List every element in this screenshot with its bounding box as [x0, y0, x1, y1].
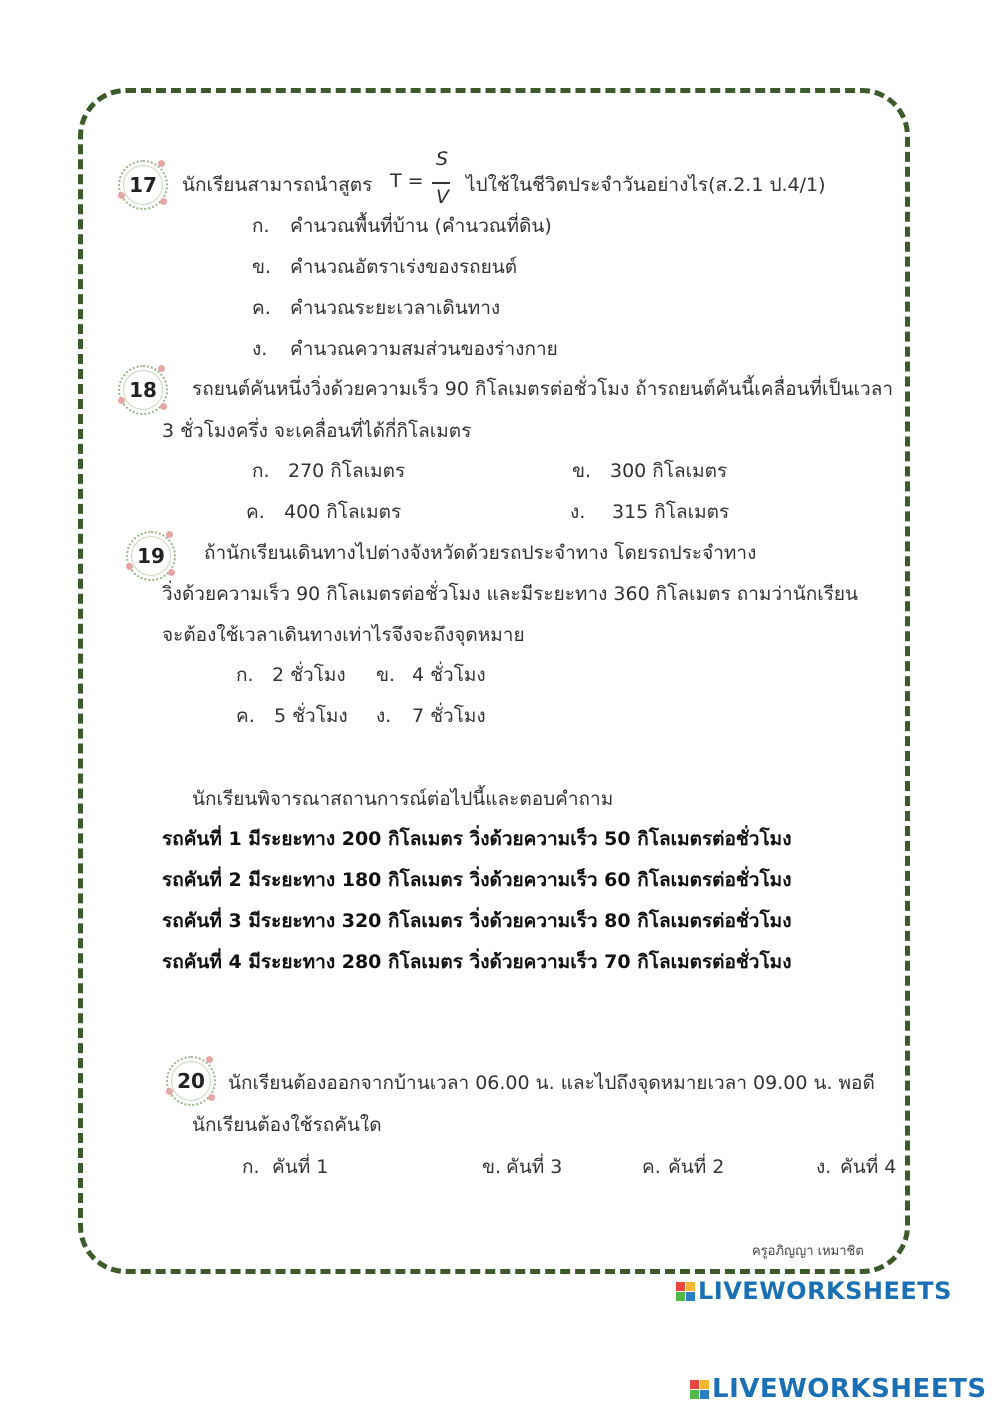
- flower-decoration-icon: [166, 1088, 173, 1095]
- choice-letter[interactable]: ค.: [246, 501, 265, 523]
- scenario-intro: นักเรียนพิจารณาสถานการณ์ต่อไปนี้และตอบคำถาม: [192, 788, 614, 810]
- choice-text[interactable]: คันที่ 1: [272, 1156, 329, 1178]
- flower-decoration-icon: [158, 160, 165, 167]
- flower-decoration-icon: [160, 198, 167, 205]
- choice-letter[interactable]: ง.: [816, 1156, 832, 1178]
- scenario-car-1: รถคันที่ 1 มีระยะทาง 200 กิโลเมตร วิ่งด้วยความเร็ว 50 กิโลเมตรต่อชั่วโมง: [162, 828, 792, 850]
- choice-letter[interactable]: ค.: [642, 1156, 661, 1178]
- choice-letter[interactable]: ง.: [376, 705, 392, 727]
- question-number-badge-19: [126, 531, 176, 581]
- choice-text[interactable]: คันที่ 4: [840, 1156, 897, 1178]
- choice-letter[interactable]: ข.: [572, 460, 592, 482]
- question-number-badge-17: [118, 160, 168, 210]
- choice-letter[interactable]: ง.: [570, 501, 586, 523]
- formula-denominator: V: [436, 186, 449, 208]
- choice-text[interactable]: คำนวณระยะเวลาเดินทาง: [290, 297, 501, 319]
- choice-text[interactable]: 300 กิโลเมตร: [610, 460, 728, 482]
- flower-decoration-icon: [118, 397, 125, 404]
- scenario-car-4: รถคันที่ 4 มีระยะทาง 280 กิโลเมตร วิ่งด้วยความเร็ว 70 กิโลเมตรต่อชั่วโมง: [162, 951, 792, 973]
- liveworksheets-logo-top: [676, 1277, 952, 1305]
- flower-decoration-icon: [208, 1094, 215, 1101]
- choice-text[interactable]: คำนวณอัตราเร่งของรถยนต์: [290, 256, 518, 278]
- liveworksheets-logo-bottom: [690, 1374, 987, 1404]
- question-number: 17: [129, 173, 157, 197]
- flower-decoration-icon: [126, 563, 133, 570]
- choice-text[interactable]: 4 ชั่วโมง: [412, 664, 486, 686]
- choice-letter[interactable]: ง.: [252, 338, 268, 360]
- flower-decoration-icon: [206, 1056, 213, 1063]
- choice-letter[interactable]: ก.: [236, 664, 254, 686]
- choice-letter[interactable]: ค.: [236, 705, 255, 727]
- choice-text[interactable]: 2 ชั่วโมง: [272, 664, 346, 686]
- question-19-line-1: ถ้านักเรียนเดินทางไปต่างจังหวัดด้วยรถประจำทาง โดยรถประจำทาง: [204, 542, 757, 564]
- question-number: 20: [177, 1069, 205, 1093]
- choice-text[interactable]: 270 กิโลเมตร: [288, 460, 406, 482]
- choice-letter[interactable]: ข.: [482, 1156, 502, 1178]
- question-19-line-2: วิ่งด้วยความเร็ว 90 กิโลเมตรต่อชั่วโมง และมีระยะทาง 360 กิโลเมตร ถามว่านักเรียน: [162, 583, 859, 605]
- logo-text: LIVEWORKSHEETS: [712, 1374, 987, 1404]
- scenario-car-2: รถคันที่ 2 มีระยะทาง 180 กิโลเมตร วิ่งด้วยความเร็ว 60 กิโลเมตรต่อชั่วโมง: [162, 869, 792, 891]
- logo-mark-icon: [676, 1282, 695, 1301]
- fraction-bar: [432, 182, 450, 184]
- logo-mark-icon: [690, 1380, 709, 1399]
- question-20-line-1: นักเรียนต้องออกจากบ้านเวลา 06.00 น. และไปถึงจุดหมายเวลา 09.00 น. พอดี: [228, 1072, 875, 1094]
- question-19-line-3: จะต้องใช้เวลาเดินทางเท่าไรจึงจะถึงจุดหมาย: [162, 624, 525, 646]
- choice-text[interactable]: 5 ชั่วโมง: [274, 705, 348, 727]
- flower-decoration-icon: [168, 569, 175, 576]
- formula-t-equals-s-over-v: [388, 148, 458, 210]
- flower-decoration-icon: [160, 403, 167, 410]
- question-number-badge-18: [118, 365, 168, 415]
- choice-text[interactable]: คำนวณพื้นที่บ้าน (คำนวณที่ดิน): [290, 215, 552, 237]
- flower-decoration-icon: [166, 531, 173, 538]
- choice-letter[interactable]: ค.: [252, 297, 271, 319]
- formula-lhs: T =: [390, 170, 424, 192]
- choice-letter[interactable]: ข.: [376, 664, 396, 686]
- question-number: 18: [129, 378, 157, 402]
- formula-numerator: S: [436, 148, 449, 170]
- question-17-stem-end: ไปใช้ในชีวิตประจำวันอย่างไร(ส.2.1 ป.4/1): [466, 174, 826, 196]
- choice-text[interactable]: คำนวณความสมส่วนของร่างกาย: [290, 338, 558, 360]
- flower-decoration-icon: [158, 365, 165, 372]
- choice-letter[interactable]: ก.: [252, 215, 270, 237]
- question-17-stem: นักเรียนสามารถนำสูตร: [182, 174, 373, 196]
- question-number: 19: [137, 544, 165, 568]
- teacher-signature: ครูอภิญญา เหมาชิต: [752, 1244, 864, 1259]
- choice-text[interactable]: คันที่ 2: [668, 1156, 725, 1178]
- choice-letter[interactable]: ก.: [242, 1156, 260, 1178]
- question-18-line-1: รถยนต์คันหนึ่งวิ่งด้วยความเร็ว 90 กิโลเมตรต่อชั่วโมง ถ้ารถยนต์คันนี้เคลื่อนที่เป็นเวลา: [192, 378, 894, 400]
- choice-text[interactable]: 400 กิโลเมตร: [284, 501, 402, 523]
- logo-text: LIVEWORKSHEETS: [698, 1277, 952, 1305]
- question-number-badge-20: [166, 1056, 216, 1106]
- choice-letter[interactable]: ก.: [252, 460, 270, 482]
- question-20-line-2: นักเรียนต้องใช้รถคันใด: [192, 1114, 382, 1136]
- choice-letter[interactable]: ข.: [252, 256, 272, 278]
- choice-text[interactable]: 315 กิโลเมตร: [612, 501, 730, 523]
- scenario-car-3: รถคันที่ 3 มีระยะทาง 320 กิโลเมตร วิ่งด้วยความเร็ว 80 กิโลเมตรต่อชั่วโมง: [162, 910, 792, 932]
- question-18-line-2: 3 ชั่วโมงครึ่ง จะเคลื่อนที่ได้กี่กิโลเมตร: [162, 420, 472, 442]
- flower-decoration-icon: [118, 192, 125, 199]
- choice-text[interactable]: คันที่ 3: [506, 1156, 563, 1178]
- choice-text[interactable]: 7 ชั่วโมง: [412, 705, 486, 727]
